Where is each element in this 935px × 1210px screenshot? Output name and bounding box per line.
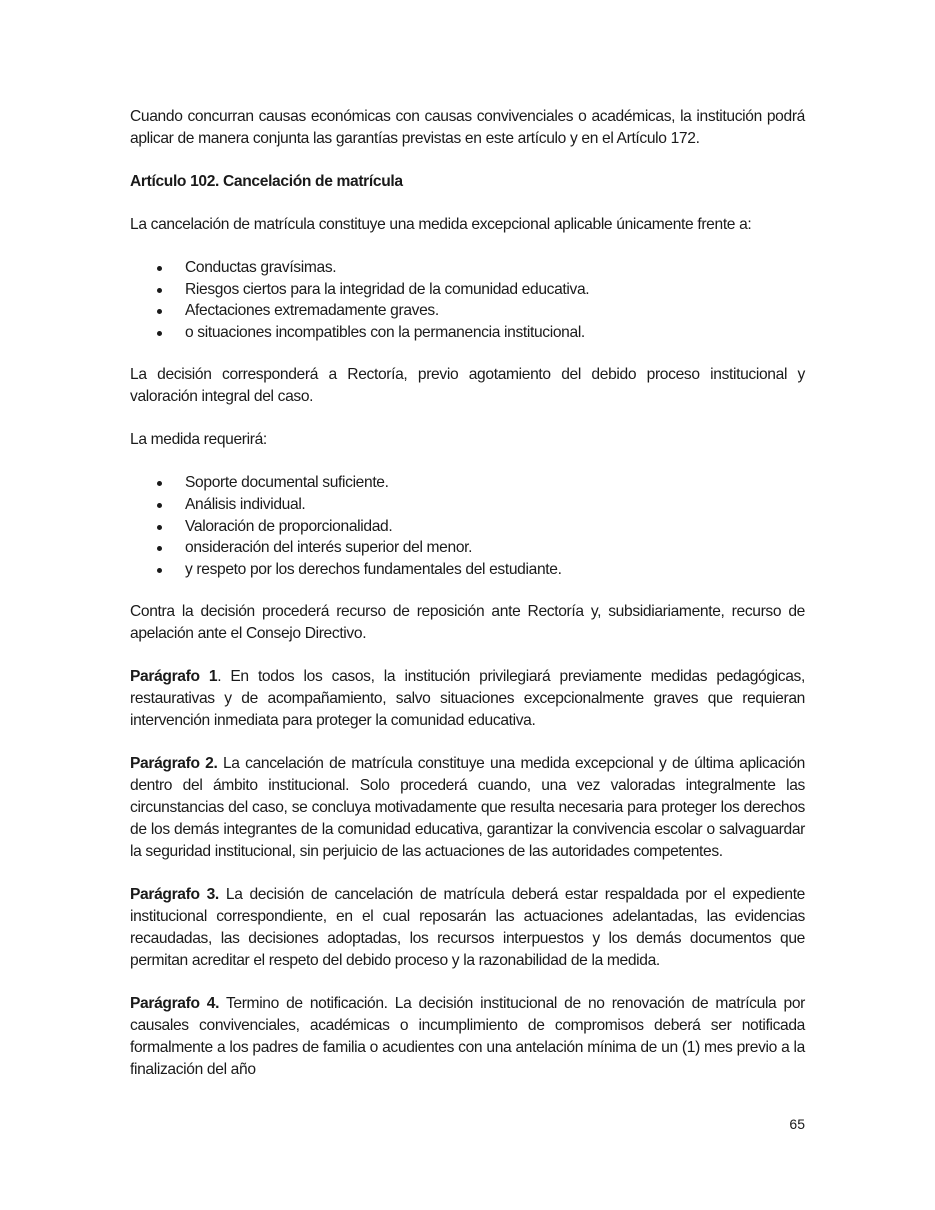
- bullet-icon: [157, 503, 162, 508]
- list-item: [130, 279, 805, 301]
- list-item: [130, 322, 805, 344]
- list-item: [130, 472, 805, 494]
- list-item-text: Soporte documental suficiente.: [185, 474, 389, 492]
- document-page: [130, 106, 805, 1102]
- list-item-text: Riesgos ciertos para la integridad de la comunidad educativa.: [185, 280, 590, 298]
- bullet-icon: [157, 331, 162, 336]
- bullet-icon: [157, 546, 162, 551]
- list-item: [130, 300, 805, 322]
- conduct-list: [130, 257, 805, 343]
- list-item: [130, 257, 805, 279]
- list-item-text: onsideración del interés superior del menor.: [185, 539, 473, 557]
- paragrafo-3: [130, 884, 805, 972]
- paragraph-appeal: Contra la decisión procederá recurso de reposición ante Rectoría y, subsidiariamente, recurso de apelación ante el Consejo Directivo.: [130, 603, 805, 643]
- article-heading: Artículo 102. Cancelación de matrícula: [130, 173, 403, 190]
- paragrafo-3-label: Parágrafo 3.: [130, 886, 219, 904]
- list-item: [130, 516, 805, 538]
- paragrafo-1: [130, 666, 805, 732]
- paragrafo-2: [130, 753, 805, 863]
- requirements-list: [130, 472, 805, 580]
- bullet-icon: [157, 525, 162, 530]
- list-item: [130, 559, 805, 581]
- paragrafo-4-label: Parágrafo 4.: [130, 995, 220, 1013]
- list-item-text: Conductas gravísimas.: [185, 259, 337, 276]
- paragraph-measure: La cancelación de matrícula constituye una medida excepcional aplicable únicamente frente a:: [130, 216, 752, 233]
- list-item-text: Afectaciones extremadamente graves.: [185, 302, 439, 320]
- page-number: 65: [789, 1116, 805, 1132]
- bullet-icon: [157, 568, 162, 573]
- bullet-icon: [157, 309, 162, 314]
- paragrafo-2-label: Parágrafo 2.: [130, 755, 218, 773]
- paragraph-requires: La medida requerirá:: [130, 431, 267, 449]
- paragrafo-4: [130, 993, 805, 1081]
- list-item-text: y respeto por los derechos fundamentales del estudiante.: [185, 560, 562, 578]
- list-item-text: Valoración de proporcionalidad.: [185, 517, 393, 535]
- paragrafo-2-text: La cancelación de matrícula constituye una medida excepcional y de última aplicación dentro del ámbito institucional. Solo procederá cuando, una vez valoradas integralmente las circunstancias del caso, se concluya motivadamente que resulta necesaria para proteger los derechos de los demás integrantes de la comunidad educativa, garantizar la convivencia escolar o salvaguardar la seguridad institucional, sin perjuicio de las actuaciones de las autoridades competentes.: [130, 755, 805, 861]
- bullet-icon: [157, 288, 162, 293]
- paragrafo-1-text: . En todos los casos, la institución privilegiará previamente medidas pedagógicas, restaurativas y de acompañamiento, salvo situaciones excepcionalmente graves que requieran intervención inmediata para proteger la comunidad educativa.: [130, 668, 805, 730]
- bullet-icon: [157, 266, 162, 271]
- list-item-text: o situaciones incompatibles con la permanencia institucional.: [185, 323, 585, 341]
- bullet-icon: [157, 481, 162, 486]
- paragrafo-4-text: Termino de notificación. La decisión institucional de no renovación de matrícula por causales convivenciales, académicas o incumplimiento de compromisos deberá ser notificada formalmente a los padres de familia o acudientes con una antelación mínima de un (1) mes previo a la finalización del año: [130, 995, 806, 1079]
- paragraph-decision: La decisión corresponderá a Rectoría, previo agotamiento del debido proceso institucional y valoración integral del caso.: [130, 366, 805, 406]
- paragrafo-3-text: La decisión de cancelación de matrícula deberá estar respaldada por el expediente institucional correspondiente, en el cual reposarán las actuaciones adelantadas, las evidencias recaudadas, las decisiones adoptadas, los recursos interpuestos y los demás documentos que permitan acreditar el respeto del debido proceso y la razonabilidad de la medida.: [130, 886, 805, 970]
- paragrafo-1-label: Parágrafo 1: [130, 668, 218, 686]
- paragraph-intro: Cuando concurran causas económicas con causas convivenciales o académicas, la institución podrá aplicar de manera conjunta las garantías previstas en este artículo y en el Artículo 172.: [130, 108, 805, 147]
- list-item: [130, 537, 805, 559]
- list-item-text: Análisis individual.: [185, 495, 306, 513]
- list-item: [130, 494, 805, 516]
